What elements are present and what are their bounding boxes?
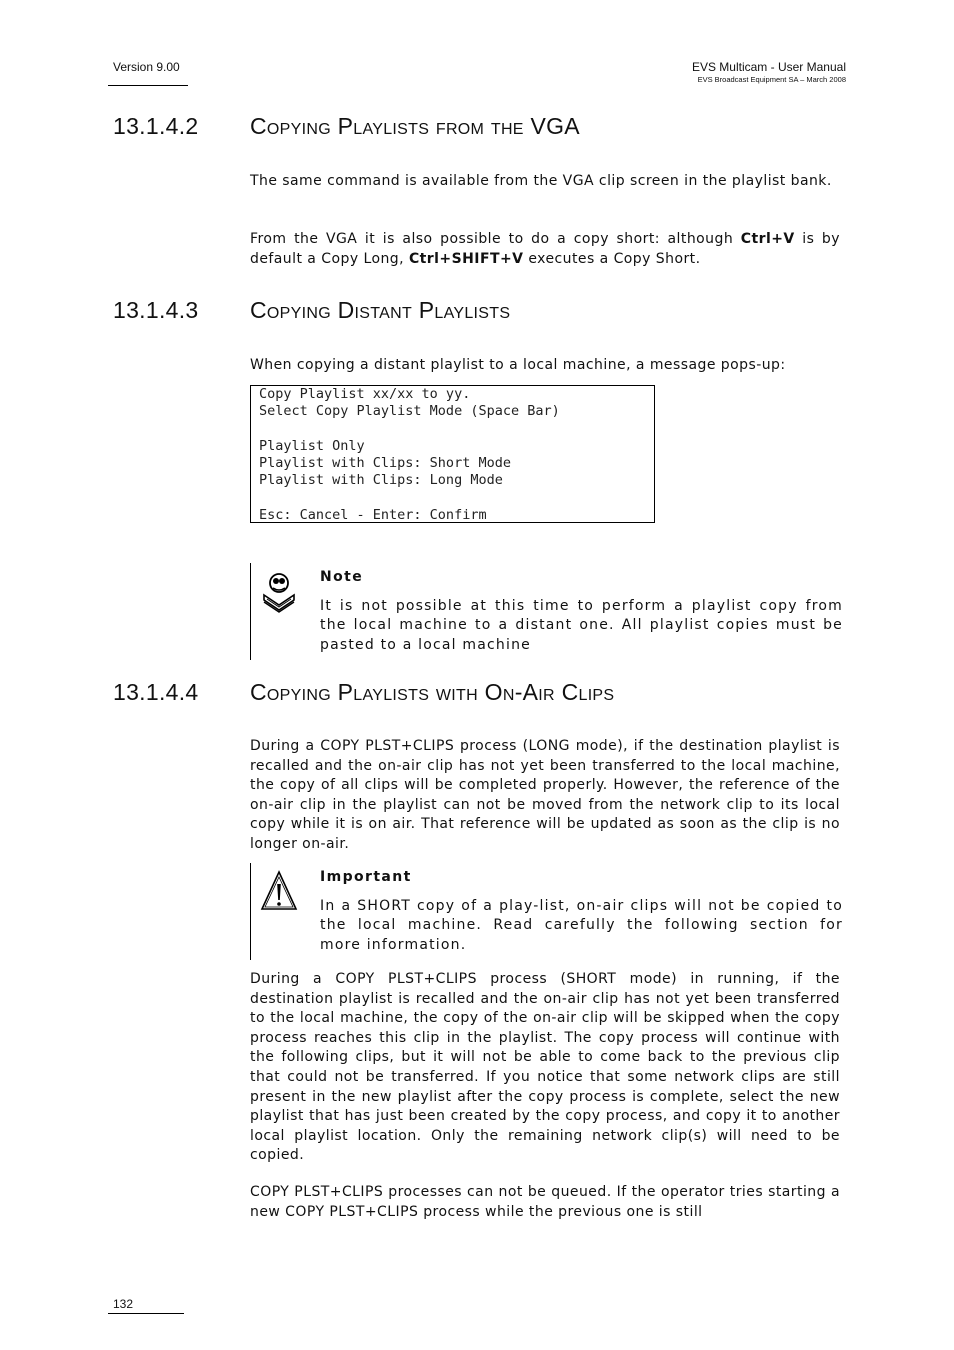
paragraph-distant-copy: When copying a distant playlist to a local machine, a message pops-up:	[250, 357, 786, 373]
important-content	[320, 868, 843, 955]
manual-title: EVS Multicam - User Manual	[691, 60, 846, 74]
note-title: Note	[320, 569, 364, 585]
message-line: Playlist with Clips: Short Mode	[259, 455, 511, 472]
section-heading-13-1-4-2	[113, 113, 580, 140]
paragraph-vga-command: The same command is available from the VGA clip screen in the playlist bank.	[250, 173, 832, 189]
paragraph-short-mode: During a COPY PLST+CLIPS process (SHORT mode) in running, if the destination playlist is recalled and the on-air clip has not yet been transferred to the local machine, the copy of the on-air clip will be skipped when the copy process reaches this clip in the playlist. The copy process will continue with the following clips, but it will not be able to come back to the previous clip that could not be transferred. If you notice that some network clips are still present in the new playlist after the copy process is complete, select the new playlist that has just been created by the copy process, and copy it to another local playlist location. Only the remaining network clip(s) will need to be copied.	[250, 971, 840, 1164]
section-number: 13.1.4.4	[113, 679, 199, 705]
section-number: 13.1.4.3	[113, 297, 199, 323]
important-text: In a SHORT copy of a play-list, on-air clips will not be copied to the local machine. Read carefully the following section for more information.	[320, 897, 843, 953]
important-title: Important	[320, 869, 412, 885]
note-icon	[259, 569, 299, 617]
message-line: Copy Playlist xx/xx to yy.	[259, 386, 471, 402]
message-line: Esc: Cancel - Enter: Confirm	[259, 507, 487, 524]
section-number: 13.1.4.2	[113, 113, 199, 139]
important-callout	[250, 863, 843, 960]
message-line: Playlist with Clips: Long Mode	[259, 472, 503, 489]
warning-icon	[259, 869, 299, 917]
message-line	[259, 490, 646, 507]
section-title: Copying Distant Playlists	[250, 297, 511, 323]
paragraph-long-mode: During a COPY PLST+CLIPS process (LONG mode), if the destination playlist is recalled and the on-air clip has not yet been transferred to the local machine, the copy of all clips will be completed properly. However, the reference of the on-air clip in the playlist can not be moved from the network clip to its local copy while it is on air. That reference will be updated as soon as the clip is no longer on-air.	[250, 738, 840, 852]
header-version: Version 9.00	[113, 60, 180, 74]
message-line: Playlist Only	[259, 437, 365, 454]
note-callout	[250, 563, 843, 660]
note-text: It is not possible at this time to perform a playlist copy from the local machine to a distant one. All playlist copies must be pasted to a local machine	[320, 597, 843, 653]
shortcut-ctrl-v: Ctrl+V	[740, 231, 795, 247]
company-date: EVS Broadcast Equipment SA – March 2008	[697, 75, 846, 84]
shortcut-ctrl-shift-v: Ctrl+SHIFT+V	[408, 250, 524, 267]
message-box	[250, 385, 655, 523]
section-heading-13-1-4-3	[113, 297, 510, 324]
page-number: 132	[113, 1297, 134, 1311]
message-line	[259, 421, 646, 438]
section-title: Copying Playlists from the VGA	[250, 113, 580, 139]
paragraph-copy-short: From the VGA it is also possible to do a copy short: although Ctrl+V is by default a Copy Long, Ctrl+SHIFT+V executes a Copy Short.	[250, 231, 840, 267]
header-right	[692, 60, 846, 85]
section-heading-13-1-4-4	[113, 679, 614, 706]
note-content	[320, 568, 843, 655]
header-divider	[108, 85, 188, 86]
message-line: Select Copy Playlist Mode (Space Bar)	[259, 403, 560, 420]
paragraph-queue: COPY PLST+CLIPS processes can not be queued. If the operator tries starting a new COPY PLST+CLIPS process while the previous one is still	[250, 1184, 840, 1220]
footer-divider	[108, 1313, 184, 1314]
section-title: Copying Playlists with On-Air Clips	[250, 679, 615, 705]
